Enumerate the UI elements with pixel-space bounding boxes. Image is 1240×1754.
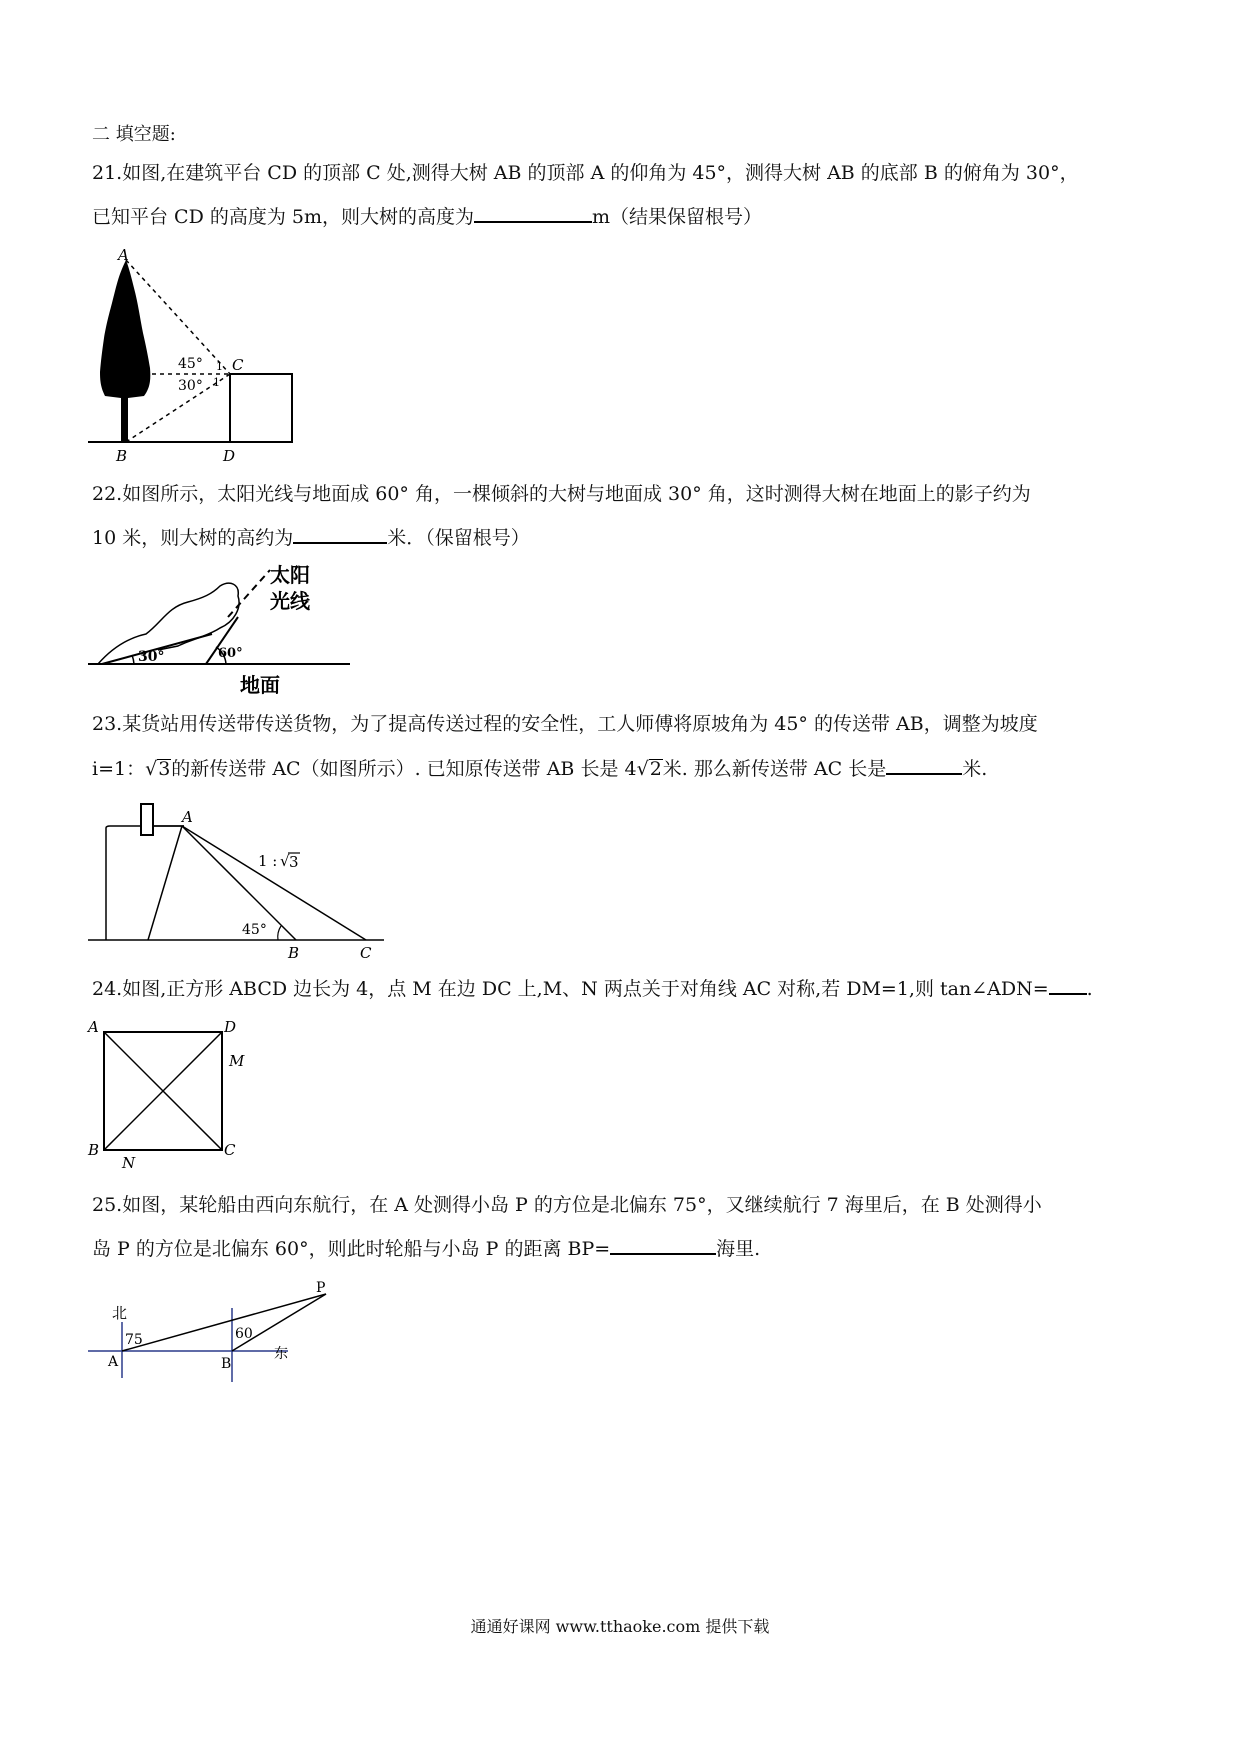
q25-text-b: 海里. <box>716 1238 761 1260</box>
q23-angle-arc <box>278 926 281 940</box>
q23-angle-45: 45° <box>242 922 267 938</box>
q23-label-a: A <box>182 808 193 826</box>
q25-answer-blank[interactable] <box>610 1235 716 1255</box>
belt-ab <box>182 826 296 940</box>
q21-label-d: D <box>223 447 236 465</box>
q23-ratio-root: 3 <box>289 853 299 871</box>
q24-label-n: N <box>122 1154 136 1172</box>
section-title: 二 填空题: <box>92 124 176 145</box>
q23-ratio-prefix: 1 : <box>258 852 278 870</box>
q21-text-b: m（结果保留根号） <box>592 206 763 228</box>
q21-text-a: 已知平台 CD 的高度为 5m，则大树的高度为 <box>92 206 474 228</box>
belt-ac <box>182 826 366 940</box>
q23-ratio-radical: √ <box>280 852 290 870</box>
q23-text-c: 米. 那么新传送带 AC 长是 <box>662 758 887 780</box>
q22-text-a: 10 米，则大树的高约为 <box>92 527 294 549</box>
platform-outline <box>106 826 184 940</box>
q25-figure <box>88 1282 358 1392</box>
q21-mark-1: 1 <box>216 360 223 373</box>
sun-label-1: 太阳 <box>270 563 310 587</box>
q24-text-a: 24.如图,正方形 ABCD 边长为 4，点 M 在边 DC 上,M、N 两点关于对角线 AC 对称,若 DM=1,则 tan∠ADN= <box>92 978 1049 1000</box>
q23-line1: 23.某货站用传送带传送货物，为了提高传送过程的安全性，工人师傅将原坡角为 45° 的传送带 AB，调整为坡度 <box>92 713 1038 735</box>
q21-line2 <box>92 203 762 230</box>
support-line <box>148 826 182 940</box>
q24-answer-blank[interactable] <box>1049 975 1087 995</box>
q23-sqrt-2: √2 <box>636 758 662 780</box>
q21-label-b: B <box>116 447 128 465</box>
q25-angle-60: 60 <box>235 1326 253 1342</box>
bearing-line-ap <box>122 1294 326 1351</box>
q21-figure <box>88 248 328 468</box>
q21-label-a: A <box>118 246 129 264</box>
cargo-box <box>141 804 153 835</box>
q23-label-b: B <box>288 944 300 962</box>
q24-figure <box>88 1014 258 1172</box>
q22-answer-blank[interactable] <box>293 524 387 544</box>
q25-line1: 25.如图，某轮船由西向东航行，在 A 处测得小岛 P 的方位是北偏东 75°，又继续航行 7 海里后，在 B 处测得小 <box>92 1194 1042 1216</box>
q21-answer-blank[interactable] <box>474 203 592 223</box>
q21-angle-30: 30° <box>178 378 203 394</box>
bearing-line-bp <box>232 1294 326 1351</box>
q25-line2 <box>92 1235 760 1262</box>
ground-label: 地面 <box>240 673 280 697</box>
q22-angle-60: 60° <box>218 646 243 661</box>
q23-text-a: i=1： <box>92 758 146 780</box>
q23-answer-blank[interactable] <box>886 755 962 775</box>
page-footer: 通通好课网 www.tthaoke.com 提供下载 <box>470 1617 770 1636</box>
q23-line2 <box>92 755 987 782</box>
q25-label-b: B <box>221 1356 232 1372</box>
q23-text-b: 的新传送带 AC（如图所示）. 已知原传送带 AB 长是 4 <box>171 758 637 780</box>
q24-label-d: D <box>224 1018 237 1036</box>
east-label: 东 <box>274 1346 288 1362</box>
q22-line2 <box>92 524 530 551</box>
q24-text-b: . <box>1086 978 1093 1000</box>
q21-mark-2: 1 <box>213 376 220 389</box>
sun-ray-dashed <box>228 570 270 617</box>
q25-text-a: 岛 P 的方位是北偏东 60°，则此时轮船与小岛 P 的距离 BP= <box>92 1238 611 1260</box>
q25-angle-75: 75 <box>125 1332 143 1348</box>
q25-label-p: P <box>316 1280 326 1296</box>
sun-label-2: 光线 <box>270 589 310 613</box>
q23-sqrt-3: √3 <box>145 758 171 780</box>
q22-line1: 22.如图所示，太阳光线与地面成 60° 角，一棵倾斜的大树与地面成 30° 角，这时测得大树在地面上的影子约为 <box>92 483 1031 505</box>
q22-figure <box>88 562 358 702</box>
q24-label-c: C <box>224 1141 236 1159</box>
north-label: 北 <box>112 1304 128 1322</box>
tree-silhouette <box>100 260 150 443</box>
q21-line1: 21.如图,在建筑平台 CD 的顶部 C 处,测得大树 AB 的顶部 A 的仰角为 45°，测得大树 AB 的底部 B 的俯角为 30°， <box>92 162 1079 184</box>
q24-line1 <box>92 975 1093 1002</box>
q23-figure <box>88 798 388 968</box>
q21-angle-45: 45° <box>178 356 203 372</box>
q21-label-c: C <box>232 356 244 374</box>
q23-label-c: C <box>360 944 372 962</box>
q24-label-b: B <box>88 1141 100 1159</box>
q23-text-d: 米. <box>962 758 988 780</box>
q22-text-b: 米．（保留根号） <box>387 527 530 549</box>
q25-label-a: A <box>108 1354 119 1370</box>
q22-angle-30: 30° <box>138 649 165 665</box>
q24-label-a: A <box>88 1018 99 1036</box>
q24-label-m: M <box>229 1052 245 1070</box>
platform-cd <box>230 374 292 442</box>
